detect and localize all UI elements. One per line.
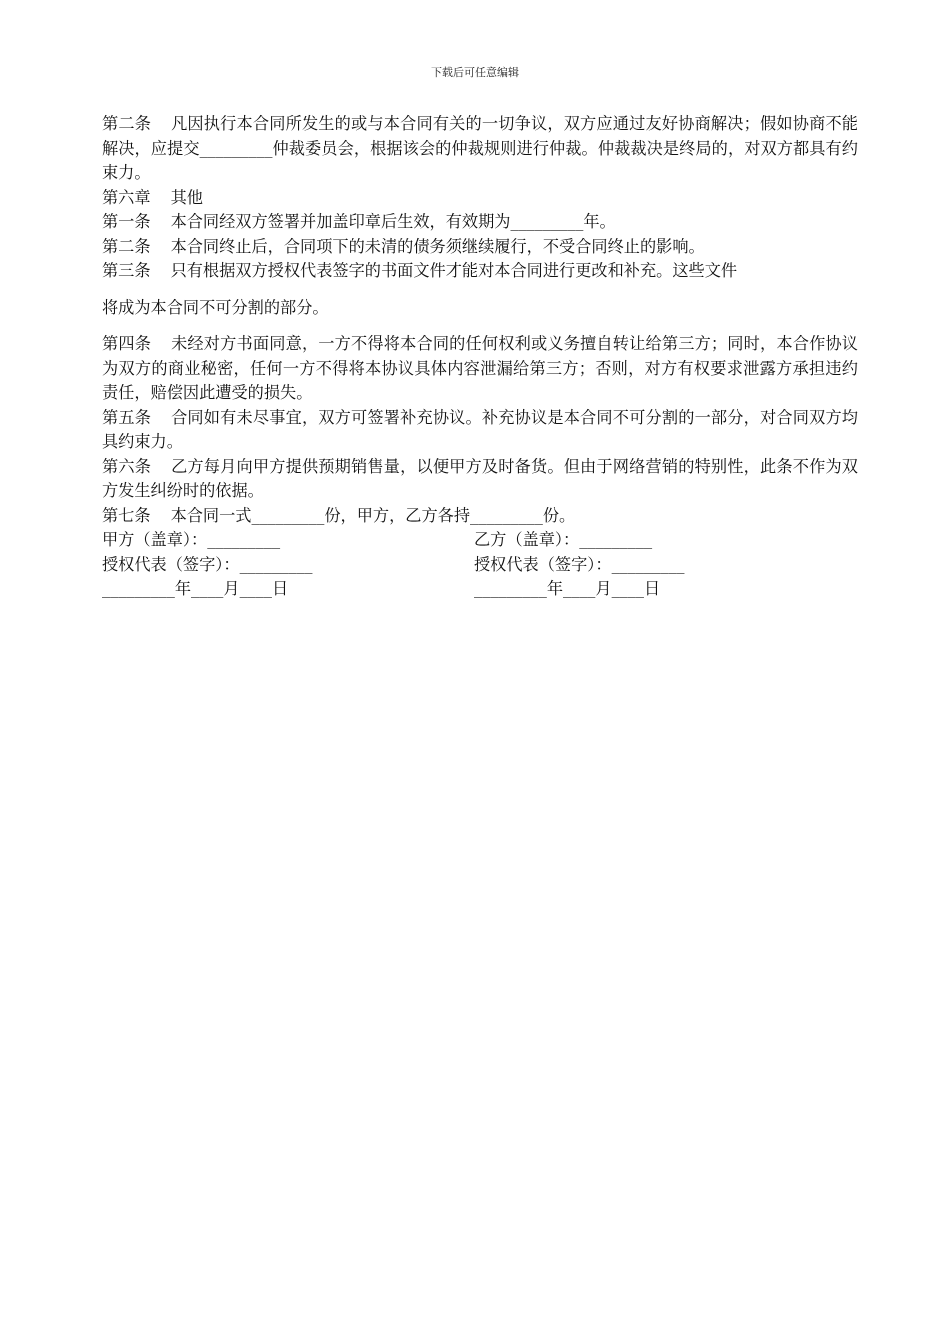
party-a-date: _________年____月____日	[102, 579, 289, 598]
clause-validity	[102, 210, 858, 235]
chapter-title: 其他	[170, 187, 203, 207]
clause-text: 未经对方书面同意，一方不得将本合同的任何权利或义务擅自转让给第三方；同时，本合作协议为双方的商业秘密，任何一方不得将本协议具体内容泄漏给第三方；否则，对方有权要求泄露方承担违约责任，赔偿因此遭受的损失。	[102, 334, 858, 402]
clause-label: 第三条	[102, 261, 151, 280]
clause-termination	[102, 235, 858, 260]
signature-rep-row	[102, 553, 858, 578]
clause-label: 第二条	[102, 114, 152, 133]
clause-text: 凡因执行本合同所发生的或与本合同有关的一切争议，双方应通过友好协商解决；假如协商不能解决，应提交_________仲裁委员会，根据该会的仲裁规则进行仲裁。仲裁裁决是终局的，对双方都具有约束力。	[102, 114, 858, 182]
clause-text: 本合同一式_________份，甲方，乙方各持_________份。	[170, 505, 576, 525]
party-b-date: _________年____月____日	[474, 579, 661, 598]
signature-date-row	[102, 577, 858, 602]
clause-amendment-continued	[102, 296, 858, 321]
clause-sales-forecast	[102, 455, 858, 504]
clause-supplement	[102, 406, 858, 455]
clause-arbitration	[102, 112, 858, 186]
clause-label: 第二条	[102, 236, 151, 256]
clause-label: 第四条	[102, 334, 152, 353]
clause-transfer	[102, 332, 858, 406]
chapter-heading	[102, 186, 858, 211]
clause-text: 本合同经双方签署并加盖印章后生效，有效期为_________年。	[170, 212, 616, 231]
party-a-rep: 授权代表（签字）：_________	[102, 554, 313, 574]
signature-seal-row	[102, 528, 858, 553]
clause-amendment	[102, 259, 858, 284]
clause-label: 第七条	[102, 505, 151, 525]
party-a-seal: 甲方（盖章）：_________	[102, 530, 281, 549]
party-b-seal: 乙方（盖章）：_________	[474, 530, 653, 549]
clause-text: 将成为本合同不可分割的部分。	[102, 297, 329, 317]
header-note: 下载后可任意编辑	[431, 66, 519, 79]
contract-body	[102, 112, 858, 602]
clause-text: 只有根据双方授权代表签字的书面文件才能对本合同进行更改和补充。这些文件	[170, 261, 738, 280]
clause-text: 本合同终止后，合同项下的未清的债务须继续履行，不受合同终止的影响。	[170, 236, 705, 256]
clause-label: 第一条	[102, 212, 151, 231]
party-b-rep: 授权代表（签字）：_________	[474, 554, 685, 574]
clause-label: 第六条	[102, 456, 152, 476]
clause-label: 第五条	[102, 407, 152, 427]
clause-copies	[102, 504, 858, 529]
chapter-label: 第六章	[102, 187, 151, 207]
clause-text: 乙方每月向甲方提供预期销售量，以便甲方及时备货。但由于网络营销的特别性，此条不作为双方发生纠纷时的依据。	[102, 456, 858, 500]
clause-text: 合同如有未尽事宜，双方可签署补充协议。补充协议是本合同不可分割的一部分，对合同双方均具约束力。	[102, 407, 858, 451]
